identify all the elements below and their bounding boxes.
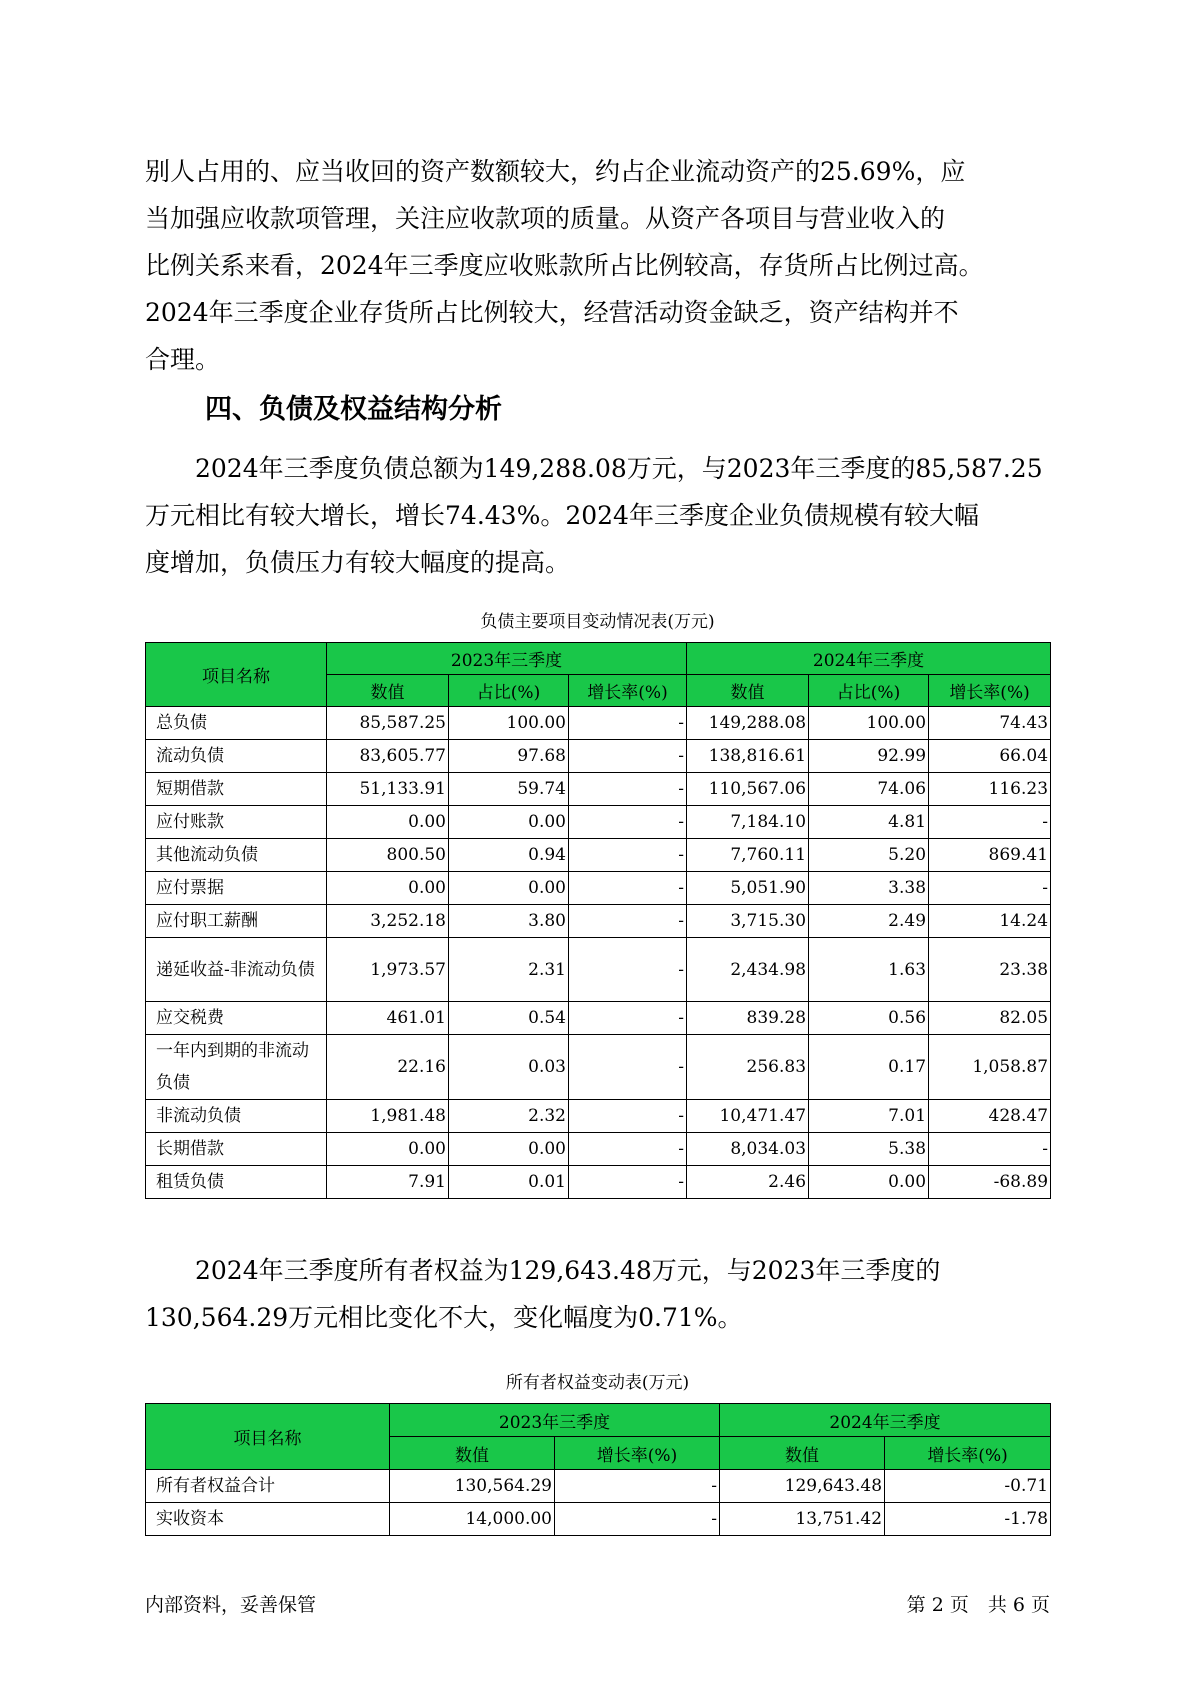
subheader-growth: 增长率(%) <box>885 1437 1051 1470</box>
table-cell: 3.80 <box>449 905 569 938</box>
row-item-name: 租赁负债 <box>146 1166 327 1199</box>
table-cell: - <box>569 905 687 938</box>
table-cell: - <box>929 806 1051 839</box>
liability-table-caption: 负债主要项目变动情况表(万元) <box>480 612 715 632</box>
table-cell: 0.00 <box>449 806 569 839</box>
item-name-header: 项目名称 <box>146 643 327 707</box>
table-cell: 66.04 <box>929 740 1051 773</box>
period-header-2023: 2023年三季度 <box>327 643 687 675</box>
table-cell: - <box>569 1166 687 1199</box>
table-cell: 1,981.48 <box>327 1100 449 1133</box>
footer-page-number: 第 2 页 共 6 页 <box>906 1594 1050 1616</box>
table-cell: 74.43 <box>929 707 1051 740</box>
table-cell: 256.83 <box>687 1035 809 1100</box>
table-cell: 0.00 <box>327 806 449 839</box>
table-cell: - <box>569 1133 687 1166</box>
footer-confidential-note: 内部资料，妥善保管 <box>145 1594 317 1616</box>
table-cell: 8,034.03 <box>687 1133 809 1166</box>
table-cell: 85,587.25 <box>327 707 449 740</box>
table-cell: 14.24 <box>929 905 1051 938</box>
table-cell: 0.00 <box>327 1133 449 1166</box>
table-cell: 461.01 <box>327 1002 449 1035</box>
table-cell: 0.03 <box>449 1035 569 1100</box>
table-cell: 839.28 <box>687 1002 809 1035</box>
table-cell: 22.16 <box>327 1035 449 1100</box>
row-item-name: 流动负债 <box>146 740 327 773</box>
table-cell: 0.94 <box>449 839 569 872</box>
subheader-growth: 增长率(%) <box>555 1437 720 1470</box>
row-item-name: 应交税费 <box>146 1002 327 1035</box>
table-cell: 0.00 <box>449 1133 569 1166</box>
table-cell: - <box>569 839 687 872</box>
table-cell: 23.38 <box>929 938 1051 1002</box>
table-cell: 5.38 <box>809 1133 929 1166</box>
table-cell: 51,133.91 <box>327 773 449 806</box>
table-row <box>146 872 1051 905</box>
table-cell: 2.31 <box>449 938 569 1002</box>
table-cell: 1,058.87 <box>929 1035 1051 1100</box>
table-cell: 138,816.61 <box>687 740 809 773</box>
subheader-value: 数值 <box>720 1437 885 1470</box>
table-row <box>146 839 1051 872</box>
table-cell: 116.23 <box>929 773 1051 806</box>
table-row <box>146 740 1051 773</box>
equity-table <box>145 1403 1051 1536</box>
table-cell: 7.01 <box>809 1100 929 1133</box>
table-cell: 129,643.48 <box>720 1470 885 1503</box>
row-item-name: 短期借款 <box>146 773 327 806</box>
table-row <box>146 1002 1051 1035</box>
table-cell: 1.63 <box>809 938 929 1002</box>
subheader-value: 数值 <box>687 675 809 707</box>
period-header-2024: 2024年三季度 <box>720 1404 1051 1437</box>
table-cell: - <box>569 1035 687 1100</box>
equity-table-caption: 所有者权益变动表(万元) <box>505 1373 690 1393</box>
table-cell: 83,605.77 <box>327 740 449 773</box>
table-cell: -1.78 <box>885 1503 1051 1536</box>
table-cell: 2.46 <box>687 1166 809 1199</box>
subheader-ratio: 占比(%) <box>809 675 929 707</box>
table-cell: 1,973.57 <box>327 938 449 1002</box>
table-cell: 3.38 <box>809 872 929 905</box>
table-cell: - <box>555 1470 720 1503</box>
row-item-name: 长期借款 <box>146 1133 327 1166</box>
table-cell: 0.54 <box>449 1002 569 1035</box>
table-cell: 0.56 <box>809 1002 929 1035</box>
subheader-value: 数值 <box>327 675 449 707</box>
item-name-header: 项目名称 <box>146 1404 390 1470</box>
equity-paragraph: 2024年三季度所有者权益为129,643.48万元，与2023年三季度的 130,564.29万元相比变化不大，变化幅度为0.71%。 <box>145 1256 941 1332</box>
table-cell: 92.99 <box>809 740 929 773</box>
table-cell: - <box>569 872 687 905</box>
table-cell: 0.00 <box>449 872 569 905</box>
table-cell: -0.71 <box>885 1470 1051 1503</box>
table-cell: 3,715.30 <box>687 905 809 938</box>
table-cell: 5.20 <box>809 839 929 872</box>
table-cell: - <box>569 806 687 839</box>
subheader-ratio: 占比(%) <box>449 675 569 707</box>
liability-table <box>145 642 1051 1199</box>
table-cell: 7,760.11 <box>687 839 809 872</box>
table-cell: - <box>569 740 687 773</box>
table-cell: 13,751.42 <box>720 1503 885 1536</box>
table-cell: 14,000.00 <box>390 1503 555 1536</box>
table-row <box>146 905 1051 938</box>
table-row <box>146 707 1051 740</box>
row-item-name: 应付账款 <box>146 806 327 839</box>
row-item-name: 其他流动负债 <box>146 839 327 872</box>
table-cell: - <box>929 872 1051 905</box>
table-cell: - <box>569 773 687 806</box>
row-item-name: 非流动负债 <box>146 1100 327 1133</box>
table-cell: 149,288.08 <box>687 707 809 740</box>
table-cell: - <box>569 1100 687 1133</box>
subheader-value: 数值 <box>390 1437 555 1470</box>
subheader-growth: 增长率(%) <box>569 675 687 707</box>
table-cell: 2.49 <box>809 905 929 938</box>
table-cell: 100.00 <box>449 707 569 740</box>
row-item-name: 一年内到期的非流动负债 <box>146 1035 327 1100</box>
table-cell: 59.74 <box>449 773 569 806</box>
table-cell: 0.00 <box>327 872 449 905</box>
table-cell: 869.41 <box>929 839 1051 872</box>
table-cell: 7.91 <box>327 1166 449 1199</box>
table-cell: 800.50 <box>327 839 449 872</box>
table-cell: 3,252.18 <box>327 905 449 938</box>
section-heading: 四、负债及权益结构分析 <box>205 394 502 425</box>
table-cell: 2.32 <box>449 1100 569 1133</box>
table-row <box>146 1133 1051 1166</box>
table-cell: 10,471.47 <box>687 1100 809 1133</box>
table-cell: 0.00 <box>809 1166 929 1199</box>
table-row <box>146 806 1051 839</box>
table-cell: 4.81 <box>809 806 929 839</box>
table-cell: 428.47 <box>929 1100 1051 1133</box>
table-cell: - <box>929 1133 1051 1166</box>
table-row <box>146 938 1051 1002</box>
table-cell: - <box>569 1002 687 1035</box>
row-item-name: 总负债 <box>146 707 327 740</box>
row-item-name: 实收资本 <box>146 1503 390 1536</box>
row-item-name: 应付职工薪酬 <box>146 905 327 938</box>
period-header-2024: 2024年三季度 <box>687 643 1051 675</box>
subheader-growth: 增长率(%) <box>929 675 1051 707</box>
table-row <box>146 1503 1051 1536</box>
row-item-name: 递延收益-非流动负债 <box>146 938 327 1002</box>
table-cell: -68.89 <box>929 1166 1051 1199</box>
table-cell: 0.17 <box>809 1035 929 1100</box>
table-cell: 130,564.29 <box>390 1470 555 1503</box>
table-cell: 97.68 <box>449 740 569 773</box>
table-cell: 82.05 <box>929 1002 1051 1035</box>
table-cell: 74.06 <box>809 773 929 806</box>
table-cell: - <box>569 707 687 740</box>
period-header-2023: 2023年三季度 <box>390 1404 720 1437</box>
table-cell: - <box>569 938 687 1002</box>
table-cell: 100.00 <box>809 707 929 740</box>
table-cell: 7,184.10 <box>687 806 809 839</box>
table-cell: 110,567.06 <box>687 773 809 806</box>
liability-paragraph: 2024年三季度负债总额为149,288.08万元，与2023年三季度的85,587.25 万元相比有较大增长，增长74.43%。2024年三季度企业负债规模有较大幅 度增加，负债压力有较大幅度的提高。 <box>145 454 1043 577</box>
table-cell: 0.01 <box>449 1166 569 1199</box>
table-cell: 2,434.98 <box>687 938 809 1002</box>
table-row <box>146 1166 1051 1199</box>
table-row <box>146 1470 1051 1503</box>
table-row <box>146 1035 1051 1100</box>
intro-paragraph: 别人占用的、应当收回的资产数额较大，约占企业流动资产的25.69%，应 当加强应收款项管理，关注应收款项的质量。从资产各项目与营业收入的 比例关系来看，2024年三季度应收账款所占比例较高，存货所占比例过高。 2024年三季度企业存货所占比例较大，经营活动资金缺乏，资产结构并不 合理。 <box>145 157 984 374</box>
table-cell: - <box>555 1503 720 1536</box>
row-item-name: 应付票据 <box>146 872 327 905</box>
table-cell: 5,051.90 <box>687 872 809 905</box>
table-row <box>146 773 1051 806</box>
row-item-name: 所有者权益合计 <box>146 1470 390 1503</box>
table-row <box>146 1100 1051 1133</box>
